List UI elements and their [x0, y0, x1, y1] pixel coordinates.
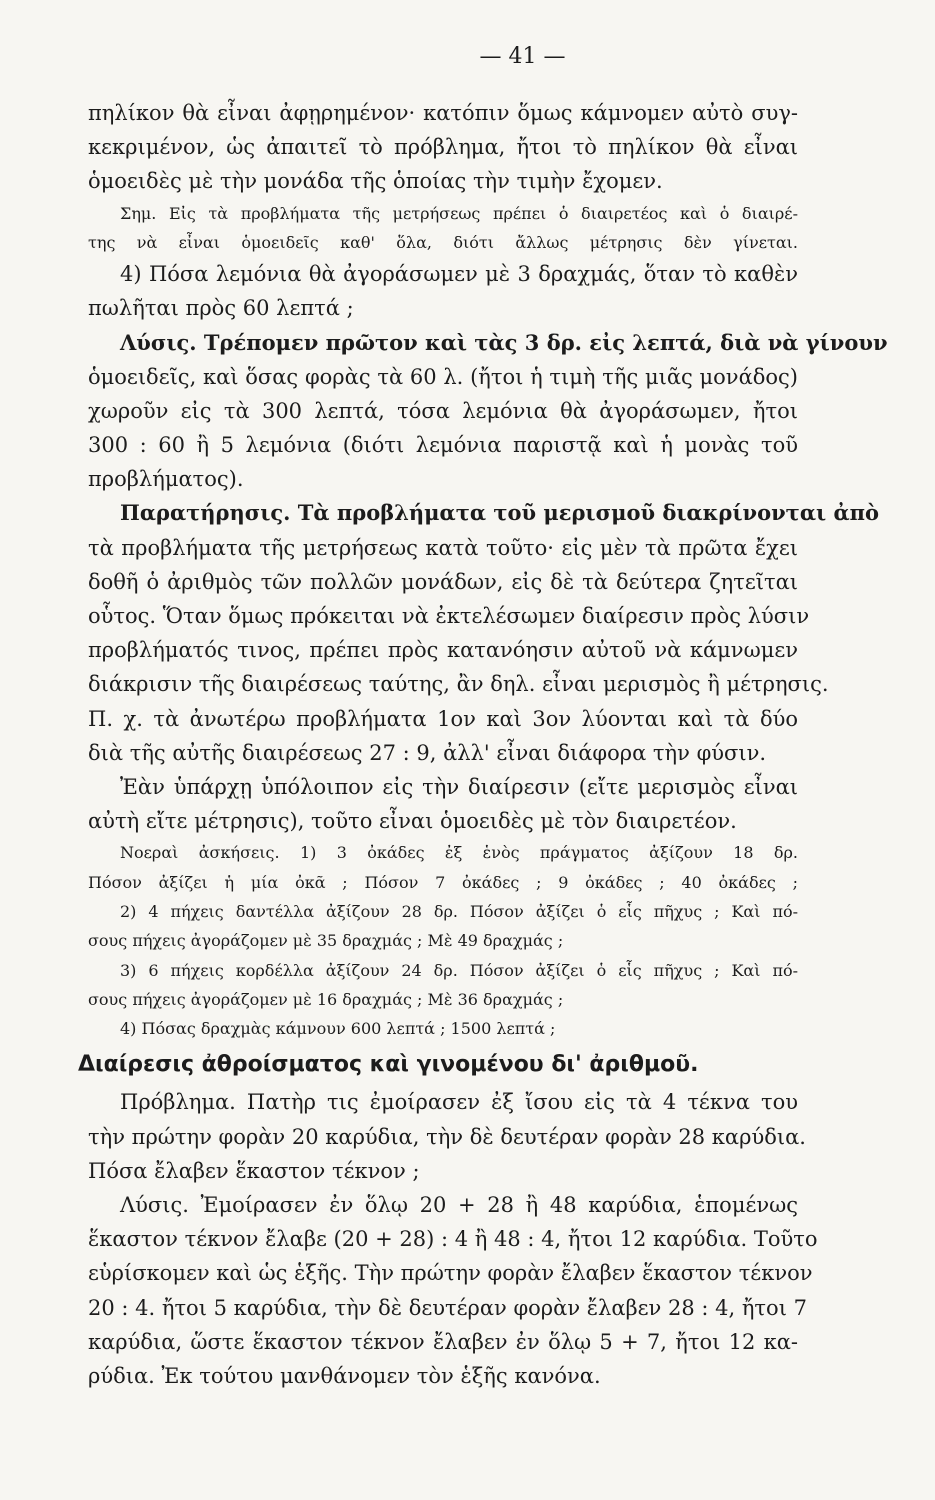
- page-number: — 41 —: [479, 44, 566, 69]
- problem-line: Πρόβλημα. Πατὴρ τις ἐμοίρασεν ἐξ ἴσου εἰς τὰ 4 τέκνα του: [120, 1090, 798, 1115]
- exercise-line: 2) 4 πήχεις δαντέλλα ἀξίζουν 28 δρ. Πόσον ἀξίζει ὁ εἷς πῆχυς ; Καὶ πό-: [120, 901, 798, 921]
- text-line: αὐτὴ εἴτε μέτρησις), τοῦτο εἶναι ὁμοειδὲς μὲ τὸν διαιρετέον.: [88, 809, 737, 834]
- text-line: προβλήματός τινος, πρέπει πρὸς κατανόησιν αὐτοῦ νὰ κάμνωμεν: [88, 638, 798, 663]
- text-line: κεκριμένον, ὡς ἀπαιτεῖ τὸ πρόβλημα, ἤτοι τὸ πηλίκον θὰ εἶναι: [88, 135, 798, 160]
- text-line: 300 : 60 ἢ 5 λεμόνια (διότι λεμόνια παριστᾷ καὶ ἡ μονὰς τοῦ: [88, 433, 798, 458]
- text-line: Π. χ. τὰ ἀνωτέρω προβλήματα 1ον καὶ 3ον λύονται καὶ τὰ δύο: [88, 706, 798, 731]
- exercise-line: Νοεραὶ ἀσκήσεις. 1) 3 ὀκάδες ἐξ ἑνὸς πράγματος ἀξίζουν 18 δρ.: [120, 843, 798, 863]
- text-line: διάκρισιν τῆς διαιρέσεως ταύτης, ἂν δηλ. εἶναι μερισμὸς ἢ μέτρησις.: [88, 672, 829, 697]
- remark-line: Παρατήρησις. Τὰ προβλήματα τοῦ μερισμοῦ διακρίνονται ἀπὸ: [120, 500, 879, 526]
- text-line: διὰ τῆς αὐτῆς διαιρέσεως 27 : 9, ἀλλ' εἶναι διάφορα τὴν φύσιν.: [88, 740, 767, 765]
- exercise-line: 4) Πόσας δραχμὰς κάμνουν 600 λεπτά ; 1500 λεπτά ;: [120, 1019, 556, 1039]
- text-line: ἕκαστον τέκνον ἔλαβε (20 + 28) : 4 ἢ 48 : 4, ἤτοι 12 καρύδια. Τοῦτο: [88, 1227, 818, 1252]
- note-line: Σημ. Εἰς τὰ προβλήματα τῆς μετρήσεως πρέπει ὁ διαιρετέος καὶ ὁ διαιρέ-: [120, 203, 798, 223]
- text-line: Πόσα ἔλαβεν ἕκαστον τέκνον ;: [88, 1158, 420, 1183]
- exercise-line: Πόσον ἀξίζει ἡ μία ὀκᾶ ; Πόσον 7 ὀκάδες ; 9 ὀκάδες ; 40 ὀκάδες ;: [88, 872, 798, 892]
- text-line: ὁμοειδὲς μὲ τὴν μονάδα τῆς ὁποίας τὴν τιμὴν ἔχομεν.: [88, 169, 663, 194]
- note-line: της νὰ εἶναι ὁμοειδεῖς καθ' ὅλα, διότι ἄλλως μέτρησις δὲν γίνεται.: [88, 232, 798, 252]
- solution-line: Λύσις. Ἐμοίρασεν ἐν ὅλῳ 20 + 28 ἢ 48 καρύδια, ἑπομένως: [120, 1192, 798, 1217]
- exercise-line: 3) 6 πήχεις κορδέλλα ἀξίζουν 24 δρ. Πόσον ἀξίζει ὁ εἷς πῆχυς ; Καὶ πό-: [120, 960, 798, 980]
- text-line: δοθῆ ὁ ἀριθμὸς τῶν πολλῶν μονάδων, εἰς δὲ τὰ δεύτερα ζητεῖται: [88, 569, 798, 594]
- problem-line: πωλῆται πρὸς 60 λεπτά ;: [88, 296, 354, 321]
- exercise-line: σους πήχεις ἀγοράζομεν μὲ 35 δραχμάς ; Μὲ 49 δραχμάς ;: [88, 931, 564, 951]
- text-line: 20 : 4. ἤτοι 5 καρύδια, τὴν δὲ δευτέραν φορὰν ἔλαβεν 28 : 4, ἤτοι 7: [88, 1295, 807, 1320]
- text-line: ὁμοειδεῖς, καὶ ὅσας φορὰς τὰ 60 λ. (ἤτοι ἡ τιμὴ τῆς μιᾶς μονάδος): [88, 364, 798, 389]
- solution-line: Λύσις. Τρέπομεν πρῶτον καὶ τὰς 3 δρ. εἰς λεπτά, διὰ νὰ γίνουν: [120, 329, 888, 355]
- text-line: προβλήματος).: [88, 467, 244, 492]
- exercise-line: σους πήχεις ἀγοράζομεν μὲ 16 δραχμάς ; Μὲ 36 δραχμάς ;: [88, 989, 564, 1009]
- page-body: [78, 96, 888, 1393]
- text-line: χωροῦν εἰς τὰ 300 λεπτά, τόσα λεμόνια θὰ ἀγοράσωμεν, ἤτοι: [88, 398, 798, 423]
- text-line: οὗτος. Ὅταν ὅμως πρόκειται νὰ ἐκτελέσωμεν διαίρεσιν πρὸς λύσιν: [88, 604, 810, 629]
- section-heading: Διαίρεσις ἀθροίσματος καὶ γινομένου δι' ἀριθμοῦ.: [78, 1052, 699, 1078]
- text-line: τὴν πρώτην φορὰν 20 καρύδια, τὴν δὲ δευτέραν φορὰν 28 καρύδια.: [88, 1124, 806, 1149]
- problem-line: 4) Πόσα λεμόνια θὰ ἀγοράσωμεν μὲ 3 δραχμάς, ὅταν τὸ καθὲν: [120, 262, 798, 287]
- text-line: πηλίκον θὰ εἶναι ἀφῃρημένον· κατόπιν ὅμως κάμνομεν αὐτὸ συγ-: [88, 101, 798, 125]
- text-line: Ἐὰν ὑπάρχῃ ὑπόλοιπον εἰς τὴν διαίρεσιν (εἴτε μερισμὸς εἶναι: [120, 774, 798, 799]
- text-line: καρύδια, ὥστε ἕκαστον τέκνον ἔλαβεν ἐν ὅλῳ 5 + 7, ἤτοι 12 κα-: [88, 1329, 798, 1354]
- text-line: εὑρίσκομεν καὶ ὡς ἑξῆς. Τὴν πρώτην φορὰν ἔλαβεν ἕκαστον τέκνον: [88, 1261, 813, 1286]
- text-line: ρύδια. Ἐκ τούτου μανθάνομεν τὸν ἑξῆς κανόνα.: [88, 1363, 601, 1388]
- text-line: τὰ προβλήματα τῆς μετρήσεως κατὰ τοῦτο· εἰς μὲν τὰ πρῶτα ἔχει: [88, 535, 798, 560]
